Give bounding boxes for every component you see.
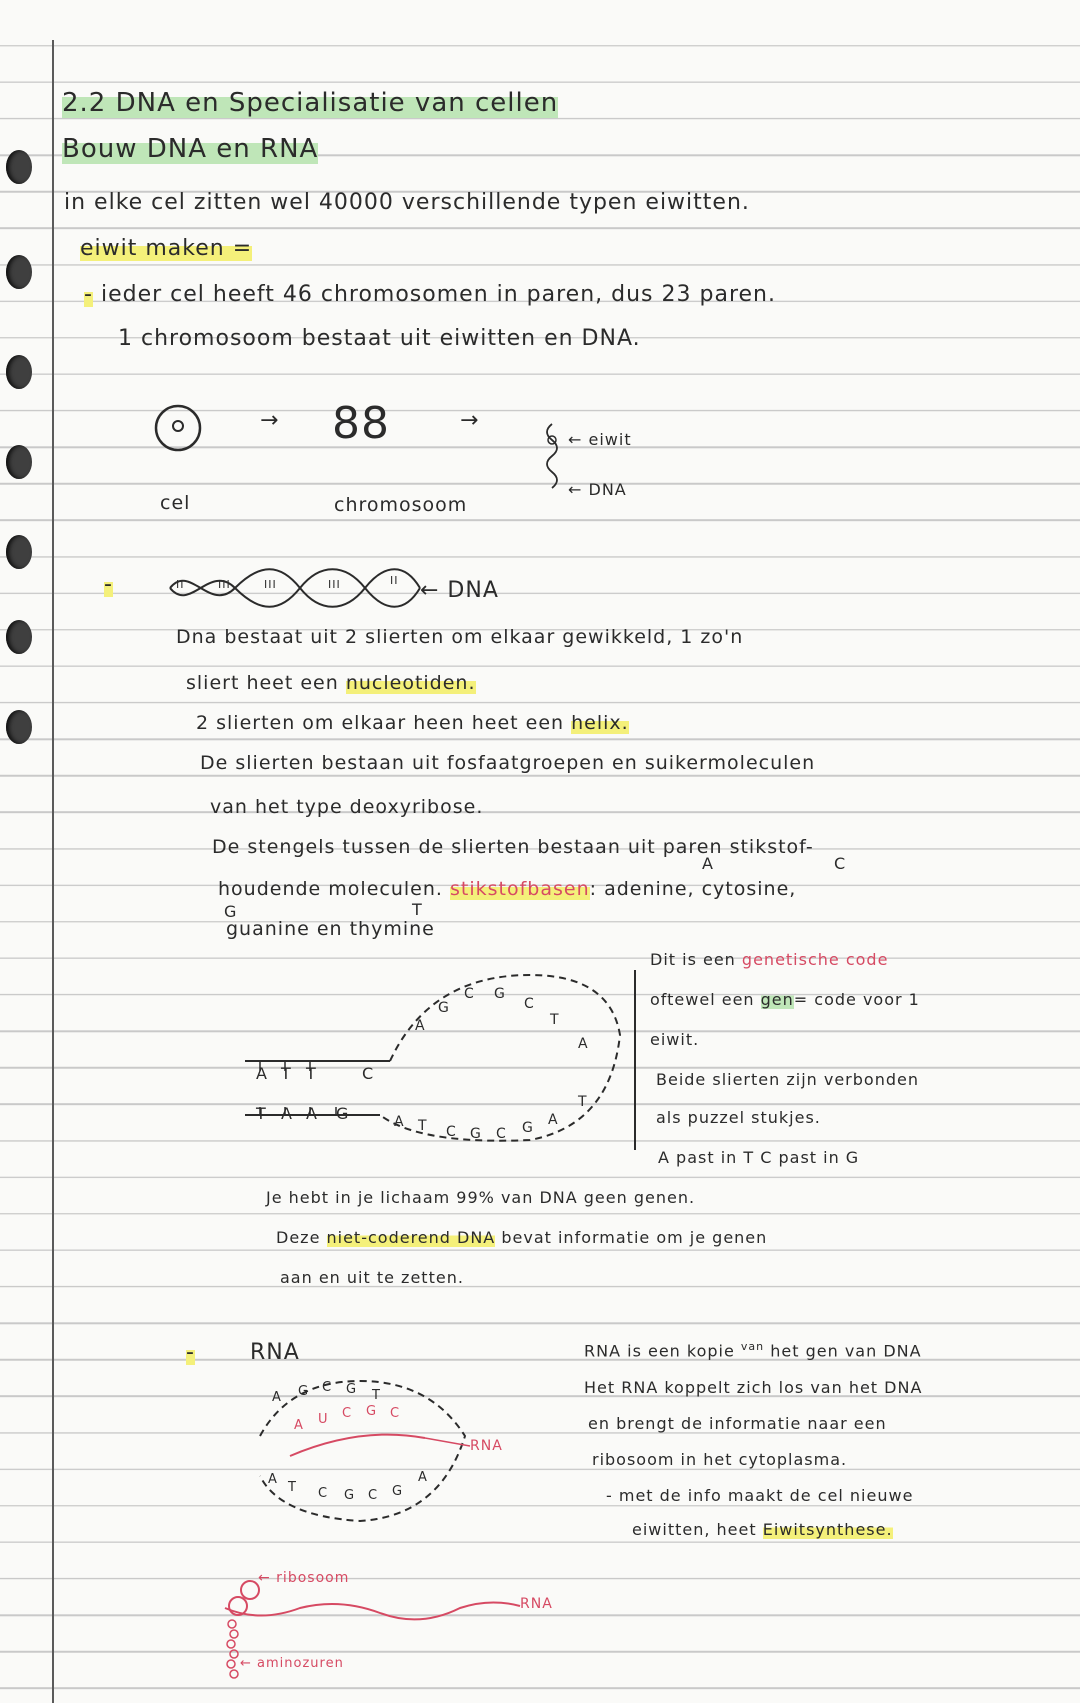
gene-note-2 — [650, 990, 920, 1009]
dna-line-3-text: 2 slierten om elkaar heen heet een — [196, 712, 565, 734]
bubble-bottom-letter: A — [394, 1114, 405, 1130]
ribosome-diagram — [220, 1568, 600, 1698]
bubble-bottom-letter: G — [470, 1126, 482, 1142]
rna-red-letter: U — [318, 1412, 329, 1427]
rna-strand-label: RNA — [520, 1596, 553, 1612]
cell-icon — [150, 400, 210, 460]
bullet-helix — [104, 572, 113, 597]
dna-line-7-bases: : adenine, cytosine, — [589, 878, 797, 900]
dna-line-1: Dna bestaat uit 2 slierten om elkaar gewikkeld, 1 zo'n — [176, 626, 744, 648]
rna-bubble-top-letter: G — [346, 1382, 358, 1397]
gene-top-letter: T — [281, 1064, 292, 1083]
dna-line-5: van het type deoxyribose. — [210, 796, 484, 818]
gene-bottom-letter: A — [306, 1104, 318, 1123]
intro-line: in elke cel zitten wel 40000 verschillende typen eiwitten. — [64, 190, 750, 215]
rna-bubble-top-letter: T — [372, 1388, 381, 1403]
rna-text-5: - met de info maakt de cel nieuwe — [606, 1486, 914, 1505]
bubble-top-letter: T — [550, 1012, 560, 1028]
super-g: G — [224, 902, 238, 921]
chromosome-icon: 88 — [332, 398, 390, 449]
ribosoom-label: ← ribosoom — [258, 1570, 350, 1586]
gene-bottom-letter: T — [256, 1104, 267, 1123]
gene-note-3: eiwit. — [650, 1030, 700, 1049]
gene-note-5: als puzzel stukjes. — [656, 1108, 821, 1127]
rna-red-letter: G — [366, 1404, 378, 1419]
stikstofbasen-term: stikstofbasen — [449, 878, 590, 900]
helix-term: helix. — [571, 712, 629, 734]
page-title-text: 2.2 DNA en Specialisatie van cellen — [62, 88, 559, 118]
margin-line — [52, 40, 54, 1703]
helix-mark: III — [218, 578, 231, 591]
gene-note-2-text: oftewel een — [650, 990, 755, 1009]
bubble-top-letter: A — [415, 1018, 426, 1034]
chromatin-strand-icon — [540, 420, 570, 500]
dna-line-8: guanine en thymine — [226, 918, 435, 940]
chromosoom-line: 1 chromosoom bestaat uit eiwitten en DNA. — [118, 326, 641, 351]
bubble-top-letter: C — [524, 996, 535, 1012]
bubble-bottom-letter: T — [578, 1094, 588, 1110]
rna-text-6 — [632, 1520, 893, 1539]
helix-mark: II — [390, 574, 399, 587]
nucleotiden-term: nucleotiden. — [345, 672, 476, 694]
eiwitsynthese-term: Eiwitsynthese. — [762, 1520, 893, 1539]
bubble-top-letter: C — [464, 986, 475, 1002]
punch-hole — [6, 535, 32, 569]
bubble-top-letter: A — [578, 1036, 589, 1052]
gene-top-letter: C — [362, 1064, 375, 1083]
dna-line-2 — [186, 672, 476, 694]
niet-coderend-term: niet-coderend DNA — [326, 1228, 496, 1247]
rna-bubble-bottom-letter: G — [344, 1488, 356, 1503]
noncoding-line-1: Je hebt in je lichaam 99% van DNA geen genen. — [266, 1188, 696, 1207]
gene-note-1-text: Dit is een — [650, 950, 736, 969]
bubble-bottom-letter: C — [496, 1126, 507, 1142]
gen-term: gen — [760, 990, 794, 1009]
rna-bubble-bottom-letter: G — [392, 1484, 404, 1499]
rna-bubble-bottom-letter: A — [418, 1470, 428, 1485]
rna-title: RNA — [250, 1340, 300, 1365]
genetische-code-term: genetische code — [741, 950, 889, 969]
eiwit-heading — [80, 236, 252, 261]
noncoding-line-2-text: Deze — [276, 1228, 321, 1247]
bubble-top-letter: G — [494, 986, 506, 1002]
dna-line-7-text: houdende moleculen. — [218, 878, 443, 900]
noncoding-line-2 — [276, 1228, 767, 1247]
punch-hole — [6, 255, 32, 289]
super-a: A — [702, 854, 714, 873]
rna-text-2: Het RNA koppelt zich los van het DNA — [584, 1378, 923, 1397]
helix-mark: II — [176, 578, 185, 591]
gene-bubble-diagram — [240, 965, 640, 1155]
noncoding-line-2-rest: bevat informatie om je genen — [501, 1228, 768, 1247]
bubble-top-letter: G — [438, 1000, 450, 1016]
rna-red-letter: A — [294, 1418, 304, 1433]
gene-bottom-letter: G — [336, 1104, 350, 1123]
rna-text-1 — [584, 1340, 922, 1360]
gene-note-4: Beide slierten zijn verbonden — [656, 1070, 919, 1089]
arrow-icon: → — [460, 408, 480, 433]
aminozuren-label: ← aminozuren — [240, 1656, 344, 1671]
rna-bubble-top-letter: A — [272, 1390, 282, 1405]
rna-bubble-top-letter: C — [322, 1380, 333, 1395]
arrow-icon: → — [260, 408, 280, 433]
punch-hole — [6, 150, 32, 184]
rna-text-1-post: het gen van DNA — [770, 1341, 922, 1361]
punch-hole — [6, 710, 32, 744]
noncoding-line-3: aan en uit te zetten. — [280, 1268, 464, 1287]
bullet-dash: - — [104, 572, 113, 597]
dna-line-4: De slierten bestaan uit fosfaatgroepen en suikermoleculen — [200, 752, 816, 774]
bullet-rna — [186, 1340, 195, 1365]
rna-text-4: ribosoom in het cytoplasma. — [592, 1450, 848, 1469]
bullet-chromosomes — [84, 282, 776, 307]
rna-text-6-pre: eiwitten, heet — [632, 1520, 757, 1539]
rna-bubble-bottom-letter: C — [368, 1488, 379, 1503]
punch-hole — [6, 620, 32, 654]
helix-dna-label: ← DNA — [420, 578, 499, 603]
rna-bubble-top-letter: G — [298, 1384, 310, 1399]
cel-label: cel — [160, 492, 191, 514]
rna-tag-label: RNA — [470, 1438, 503, 1454]
bubble-bottom-letter: G — [522, 1120, 534, 1136]
dna-label: ← DNA — [568, 480, 627, 499]
page-title — [62, 88, 558, 118]
rna-bubble-diagram — [250, 1376, 490, 1536]
bubble-bottom-letter: T — [418, 1118, 428, 1134]
eiwit-label: ← eiwit — [568, 430, 632, 449]
dna-line-2-text: sliert heet een — [186, 672, 339, 694]
page-subtitle-text: Bouw DNA en RNA — [62, 134, 319, 164]
rna-bubble-bottom-letter: A — [268, 1472, 278, 1487]
bullet-dash: - — [84, 282, 93, 307]
helix-mark: III — [264, 578, 277, 591]
dna-line-3 — [196, 712, 629, 734]
bullet-dash: - — [186, 1340, 195, 1365]
gene-bottom-letter: A — [281, 1104, 293, 1123]
dna-helix-icon — [170, 568, 420, 608]
chromosomes-text: ieder cel heeft 46 chromosomen in paren, dus 23 paren. — [100, 282, 776, 307]
helix-mark: III — [328, 578, 341, 591]
rna-red-letter: C — [342, 1406, 353, 1421]
gene-note-6: A past in T C past in G — [658, 1148, 860, 1167]
page-subtitle — [62, 134, 318, 164]
rna-text-1-pre: RNA is een kopie — [584, 1341, 735, 1361]
dna-line-6: De stengels tussen de slierten bestaan uit paren stikstof- — [212, 836, 814, 858]
gene-note-2-rest: = code voor 1 — [793, 990, 920, 1009]
dna-line-7 — [218, 878, 796, 900]
bubble-bottom-letter: C — [446, 1124, 457, 1140]
gene-note-1 — [650, 950, 888, 969]
rna-text-3: en brengt de informatie naar een — [588, 1414, 887, 1433]
rna-text-1-sup: van — [740, 1340, 765, 1353]
gene-top-letter: T — [306, 1064, 317, 1083]
bubble-bottom-letter: A — [548, 1112, 559, 1128]
super-c: C — [834, 854, 847, 873]
eiwit-heading-text: eiwit maken = — [80, 236, 253, 261]
rna-red-letter: C — [390, 1406, 401, 1421]
rna-bubble-bottom-letter: T — [288, 1480, 297, 1495]
rna-bubble-bottom-letter: C — [318, 1486, 329, 1501]
punch-hole — [6, 445, 32, 479]
punch-hole — [6, 355, 32, 389]
super-t: T — [412, 900, 423, 919]
gene-top-letter: A — [256, 1064, 268, 1083]
chromosoom-label: chromosoom — [334, 494, 468, 516]
